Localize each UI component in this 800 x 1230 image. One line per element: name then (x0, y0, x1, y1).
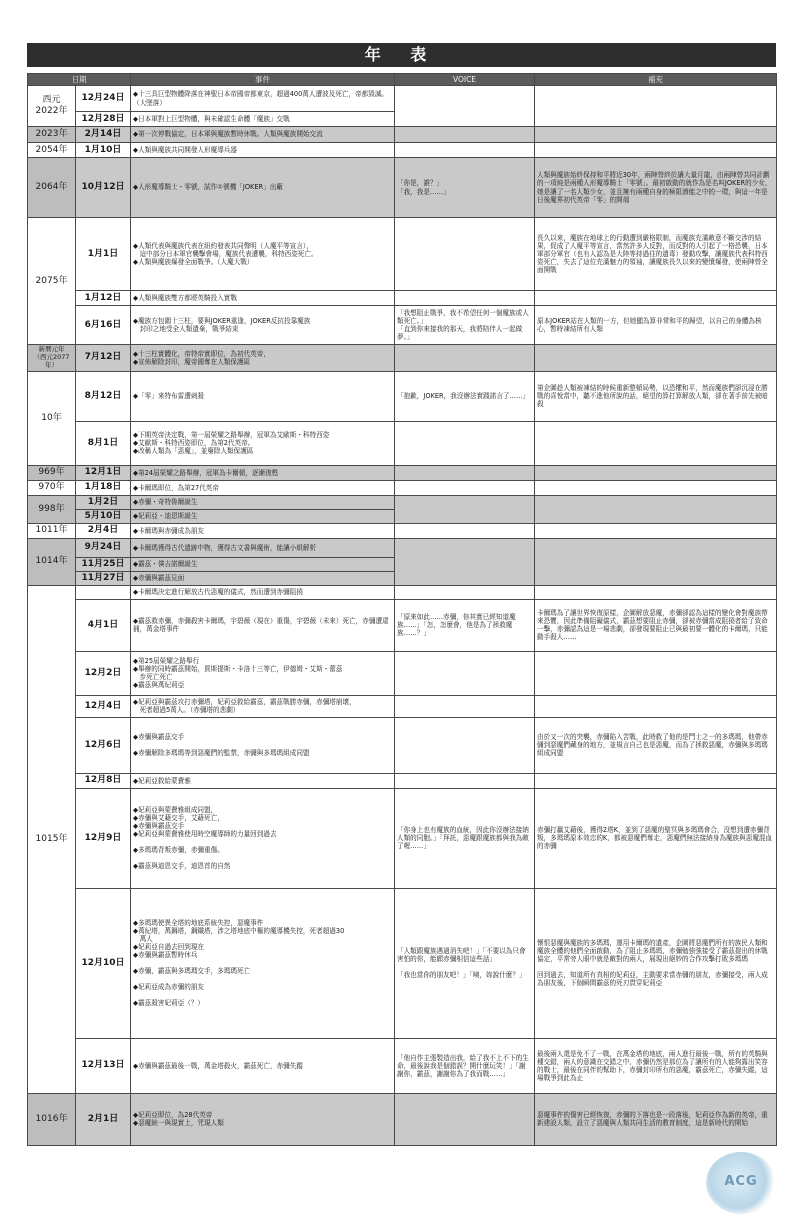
event-cell: ◆人類與魔族共同開發人形魔導兵器 (131, 143, 395, 158)
era-cell: 2075年 (28, 218, 76, 345)
date-cell: 10月12日 (76, 158, 131, 218)
event-cell: ◆妃莉亞即位，為28代英帝 ◆惡魔統一與現實上，咒現人類 (131, 1093, 395, 1145)
note-cell (535, 421, 777, 465)
date-cell: 6月16日 (76, 306, 131, 345)
era-cell: 1015年 (28, 585, 76, 1093)
table-row (28, 345, 777, 372)
timeline-table (27, 73, 777, 1146)
voice-cell (395, 218, 535, 291)
date-cell: 12月1日 (76, 465, 131, 480)
note-cell (535, 345, 777, 372)
date-cell (76, 585, 131, 599)
date-cell: 2月4日 (76, 523, 131, 538)
voice-cell (395, 495, 535, 523)
note-cell: 赤彌打贏艾藉後，獲得2塔K，並到了惡魔的聖冥與多瑪瑪會合，沒想到遭赤彌背叛，多瑪瑪原本效忠的K，都被惡魔們奪走，惡魔們無法接納身為魔族與惡魔混血的赤彌 (535, 788, 777, 888)
event-cell: ◆第一次停戰協定，日本軍與魔族暫時休戰。人類與魔族開始交流 (131, 127, 395, 143)
voice-cell: 「你是，誰？」 「我，我是……」 (395, 158, 535, 218)
note-cell (535, 480, 777, 495)
note-cell (535, 495, 777, 523)
era-cell: 2023年 (28, 127, 76, 143)
voice-cell (395, 86, 535, 127)
date-cell: 4月1日 (76, 599, 131, 651)
note-cell (535, 523, 777, 538)
date-cell: 11月27日 (76, 571, 131, 585)
date-cell: 12月9日 (76, 788, 131, 888)
date-cell: 1月10日 (76, 143, 131, 158)
watermark-text: ACG (724, 1174, 758, 1189)
date-cell: 12月13日 (76, 1038, 131, 1093)
note-cell: 原本JOKER站在人類的一方，但她顯為算非常和平的歸望，以自己的身體為核心，暫時凍結所有人類 (535, 306, 777, 345)
event-cell: ◆「零」來特布雷遭刺殺 (131, 371, 395, 421)
era-cell: 2064年 (28, 158, 76, 218)
note-cell (535, 651, 777, 695)
voice-cell (395, 291, 535, 306)
voice-cell (395, 523, 535, 538)
voice-cell (395, 421, 535, 465)
note-cell (535, 127, 777, 143)
table-row (28, 599, 777, 651)
event-cell: ◆卡爾瑪與赤彌成為朋友 (131, 523, 395, 538)
event-cell: ◆赤彌與霸茲最後一戰，萬金塔殺火，霸茲死亡，赤彌失蹤 (131, 1038, 395, 1093)
table-row (28, 306, 777, 345)
era-cell: 1014年 (28, 538, 76, 585)
voice-cell (395, 345, 535, 372)
date-cell: 1月2日 (76, 495, 131, 509)
date-cell: 8月12日 (76, 371, 131, 421)
note-cell: 第企圖趁人類被凍結的時候重新整頓局勢，以恐懼和平，然而魔族們卻沉浸在勝戰的喜悅當中，聽不進他所說的話，絕望的算打算解放人類，卻在著手前先被暗殺 (535, 371, 777, 421)
era-cell: 970年 (28, 480, 76, 495)
date-cell: 8月1日 (76, 421, 131, 465)
date-cell: 12月28日 (76, 112, 131, 127)
note-cell: 卡爾瑪為了讓世界恢復原樣，企圖解放惡魔，赤彌卻認為這樣的變化會對魔族帶來恐懼，因此準備阻礙儀式，霸茲想要阻止赤彌，卻被赤彌當成阻撓者給了致命一擊，赤彌認為這是一場悲劇，卻發現要阻止已與最初要一體化的卡爾瑪，只能動手殺人…… (535, 599, 777, 651)
voice-cell (395, 717, 535, 773)
note-cell (535, 143, 777, 158)
voice-cell (395, 585, 535, 599)
note-cell: 長久以來，魔族在地球上的行動遭到嚴格限制，而魔族充滿敵意不斷交涉的結果，促成了人魔平等宣言，當然許多人反對，而反對的人引起了一格恐襲，日本軍部分軍官（也有人認為是大陸等持過往的遺毒）發動攻擊，讓魔族代表科特西姿死亡，失去了這位充滿魅力的領袖，讓魔族長久以來的變憤爆發，使兩陣營全面開戰 (535, 218, 777, 291)
note-cell: 懷恨惡魔與魔族的多瑪瑪，運用卡爾瑪的遺產，企圖將惡魔們所有的族民人類和魔族全體的他們全面啟動，為了阻止多瑪瑪，赤彌勉強強接受了霸茲提出的休戰協定，平常旁人眼中就是敵對的兩人，展現出絕妙的合作攻擊打敗多瑪瑪 回到過去，知道所有真相的妃莉亞，主動要求當赤彌的朋友，赤彌接受，兩人成為朋友後，下個瞬間霸茲的死刃貫穿妃莉亞 (535, 888, 777, 1038)
note-cell (535, 291, 777, 306)
event-cell: ◆霸茲救赤彌，赤彌殺害卡爾瑪，宇碧薇（現在）重傷，宇碧薇（未來）死亡，赤彌遭逮捕，萬金塔事件 (131, 599, 395, 651)
event-cell: ◆十三柱實體化，帝特帝實即位，為初代英帝， ◆宣佈解除封印，魔帝國奪在人類保護區 (131, 345, 395, 372)
column-header-event: 事件 (131, 74, 395, 86)
page-title: 年 表 (27, 43, 776, 67)
note-cell: 惡魔事件的傷害已經恢復，赤彌的下落也是一段落後，妃莉亞作為新的英帝，重新建設人類，設立了惡魔與人類共同生活的教育制度，這是新時代的開始 (535, 1093, 777, 1145)
column-header-date: 日期 (28, 74, 131, 86)
event-cell: ◆妃莉亞與霸茲攻打赤彌塔，妃莉亞救給霸茲，霸茲戰勝赤彌，赤彌塔崩壞， 死者超過5萬人。（赤彌塔的悲劇） (131, 695, 395, 717)
event-cell: ◆赤彌與霸茲見面 (131, 571, 395, 585)
event-cell: ◆十三具巨型物體降落在神聖日本帝國帝都東京，超過400萬人遭波及死亡，帝都毀滅。（大墜落） (131, 86, 395, 112)
voice-cell (395, 127, 535, 143)
event-cell: ◆人類與魔族雙方都將英騎投入實戰 (131, 291, 395, 306)
table-row (28, 523, 777, 538)
event-cell: ◆人類代表與魔族代表在紐約發表共同聲明（人魔平等宣言）， 這中部分日本軍官襲擊會場，魔族代表遭襲，科特西姿死亡。 ◆人類與魔族爆發全面戰爭。（人魔大戰） (131, 218, 395, 291)
header-row (28, 74, 777, 86)
date-cell: 12月6日 (76, 717, 131, 773)
note-cell (535, 465, 777, 480)
date-cell: 12月2日 (76, 651, 131, 695)
table-row (28, 717, 777, 773)
table-row (28, 651, 777, 695)
event-cell: ◆第24屆榮耀之路舉辦，冠軍為卡爾頓，逐漸復甦 (131, 465, 395, 480)
voice-cell: 「原來如此……赤彌，你其實已經知道魔族……」「怎，怎麼會，他是為了拯救魔族……？」 (395, 599, 535, 651)
column-header-note: 補充 (535, 74, 777, 86)
event-cell: ◆卡爾瑪獲得古代遺跡中物，獲得古文書與魔術，能讓小組解析 (131, 538, 395, 557)
voice-cell (395, 465, 535, 480)
era-cell: 西元 2022年 (28, 86, 76, 127)
event-cell: ◆第25屆榮耀之路舉行 ◆舉辦的同時霸茲開始，賈斯提斯・卡洛十三等亡，伊德姆・艾斯・蕾茲 步死亡死亡 ◆霸茲與萬紀莉亞 (131, 651, 395, 695)
date-cell: 11月25日 (76, 557, 131, 571)
event-cell: ◆人形魔導騎士・零號，試作①號機「JOKER」出廠 (131, 158, 395, 218)
table-row (28, 421, 777, 465)
date-cell: 12月10日 (76, 888, 131, 1038)
note-cell (535, 538, 777, 585)
note-cell (535, 86, 777, 127)
event-cell: ◆卡爾瑪決定進行解放古代惡魔的儀式，然而遭到赤彌阻撓 (131, 585, 395, 599)
voice-cell: 「你身上也有魔族的血統，因此你沒辦法接納人類的同胞。」「拜託，惡魔跟魔族都與我為敵了喔……」 (395, 788, 535, 888)
date-cell: 7月12日 (76, 345, 131, 372)
era-cell: 新曆元年 （西元2077年） (28, 345, 76, 372)
date-cell: 9月24日 (76, 538, 131, 557)
era-cell: 2054年 (28, 143, 76, 158)
event-cell: ◆日本軍對上巨型物體，與未確認生命體「魔族」交戰 (131, 112, 395, 127)
event-cell: ◆下期英帝決定戰，第一屆榮耀之路舉辦，冠軍為艾歐斯・科特西姿 ◆艾歐斯・科特西姿即位，為第2代英帝。 ◆改稱人類為「惡魔」，並廢除人類保護區 (131, 421, 395, 465)
table-row (28, 127, 777, 143)
date-cell: 12月8日 (76, 773, 131, 788)
voice-cell (395, 538, 535, 585)
date-cell: 5月10日 (76, 509, 131, 523)
date-cell: 12月4日 (76, 695, 131, 717)
note-cell: 由於又一次的突襲，赤彌陷入苦戰，此時救了他的是鬥士之一的多瑪瑪，他帶赤彌到惡魔們藏身的地方，並規言自己也是惡魔，而為了拯救惡魔，赤彌與多瑪瑪組成同盟 (535, 717, 777, 773)
voice-cell: 「他自作主張製造出我，給了我不上不下的生命，最後說我是個錯誤？開什麼玩笑！」「謝謝你，霸茲，謝謝你為了我而戰……」 (395, 1038, 535, 1093)
voice-cell: 「我想阻止戰爭，我不希望任何一個魔族或人類死亡。」 「直到你來接我的那天，我將陪伴人一起做夢。」 (395, 306, 535, 345)
table-row (28, 86, 777, 112)
table-row (28, 538, 777, 557)
table-row (28, 218, 777, 291)
voice-cell (395, 1093, 535, 1145)
table-row (28, 585, 777, 599)
column-header-voice: VOICE (395, 74, 535, 86)
event-cell: ◆卡爾瑪即位，為第27代英帝 (131, 480, 395, 495)
event-cell: ◆魔族方包圍十三柱，要與JOKER重逢，JOKER反抗投靠魔族 封印之地受全人類遺棄，戰爭結束 (131, 306, 395, 345)
event-cell: ◆妃莉亞救給蒙費雅 (131, 773, 395, 788)
event-cell: ◆赤彌與霸茲交手 ◆赤彌解除多瑪瑪等到惡魔們的監禁，赤彌與多瑪瑪組成同盟 (131, 717, 395, 773)
era-cell: 998年 (28, 495, 76, 523)
event-cell: ◆赤彌・奇特魯爾誕生 (131, 495, 395, 509)
note-cell: 人類與魔族始終保持和平將近30年，兩陣營終於讓大量月龍，由兩陣營共同計劃的一項純是兩種人形魔導騎士「零號」。最初啟動的就作為是名叫JOKER的少女，她是讓了一名人類少女，並且擁有兩種自身的極限潛能之中的一環，與這一年是日後魔界初代英帝「零」的開端 (535, 158, 777, 218)
table-row (28, 495, 777, 509)
table-row (28, 465, 777, 480)
voice-cell (395, 651, 535, 695)
date-cell: 12月24日 (76, 86, 131, 112)
voice-cell (395, 143, 535, 158)
event-cell: ◆妃莉亞與蒙費雅組成同盟， ◆赤彌與艾藉交手，艾藉死亡， ◆赤彌與霸茲交手 ◆妃莉亞與蒙費雅使用時空魔導師的力量回到過去 ◆多瑪瑪背叛赤彌，赤彌重傷。 ◆霸茲與迪恩交手，迪恩首的自然 (131, 788, 395, 888)
table-row (28, 480, 777, 495)
table-row (28, 695, 777, 717)
event-cell: ◆霸茲・僕吉諾爾誕生 (131, 557, 395, 571)
watermark-stamp (706, 1152, 776, 1214)
note-cell (535, 695, 777, 717)
era-cell: 1016年 (28, 1093, 76, 1145)
table-row (28, 773, 777, 788)
date-cell: 2月1日 (76, 1093, 131, 1145)
table-row (28, 1038, 777, 1093)
table-row (28, 888, 777, 1038)
date-cell: 1月18日 (76, 480, 131, 495)
table-row (28, 143, 777, 158)
era-cell: 1011年 (28, 523, 76, 538)
era-cell: 969年 (28, 465, 76, 480)
note-cell: 最後兩人還是免不了一戰，在萬金塔的地底，兩人進行最後一戰，所有的英騎與種交錯，兩人的意識在交錯之中，赤彌仍然是那位為了讓所有的人能夠露出笑容的戰士，最後在同伴的幫助下，赤彌封印所有的惡魔，霸茲死亡，赤彌失蹤，這場戰爭到此為止 (535, 1038, 777, 1093)
table-row (28, 371, 777, 421)
date-cell: 1月12日 (76, 291, 131, 306)
voice-cell (395, 480, 535, 495)
voice-cell (395, 695, 535, 717)
date-cell: 2月14日 (76, 127, 131, 143)
note-cell (535, 585, 777, 599)
voice-cell: 「人類跟魔族遇過消失吧！」「不要以為只會害怕的你，能願赤彌相信這些話」 「我也當你的朋友吧！」「咦，妳說什麼？」 (395, 888, 535, 1038)
table-row (28, 788, 777, 888)
voice-cell: 「抱歉，JOKER，我沒辦法實踐諾言了……」 (395, 371, 535, 421)
table-row (28, 158, 777, 218)
event-cell: ◆妃莉亞・迪恩斯誕生 (131, 509, 395, 523)
event-cell: ◆多瑪瑪使異全塔的地底系統失控，惡魔事件 ◆萬紀塔，萬鋼塔，鋼鐵塔，涉之塔地底中樞的魔導機失控，死者超過30 萬人 ◆妃莉亞自過去回到現在 ◆赤彌與霸茲暫時休兵 ◆赤彌，霸茲與多瑪瑪交手，多瑪瑪死亡 ◆妃莉亞成為赤彌的朋友 ◆霸茲殺害妃莉亞（？） (131, 888, 395, 1038)
date-cell: 1月1日 (76, 218, 131, 291)
voice-cell (395, 773, 535, 788)
table-row (28, 291, 777, 306)
note-cell (535, 773, 777, 788)
era-cell: 10年 (28, 371, 76, 465)
table-row (28, 1093, 777, 1145)
